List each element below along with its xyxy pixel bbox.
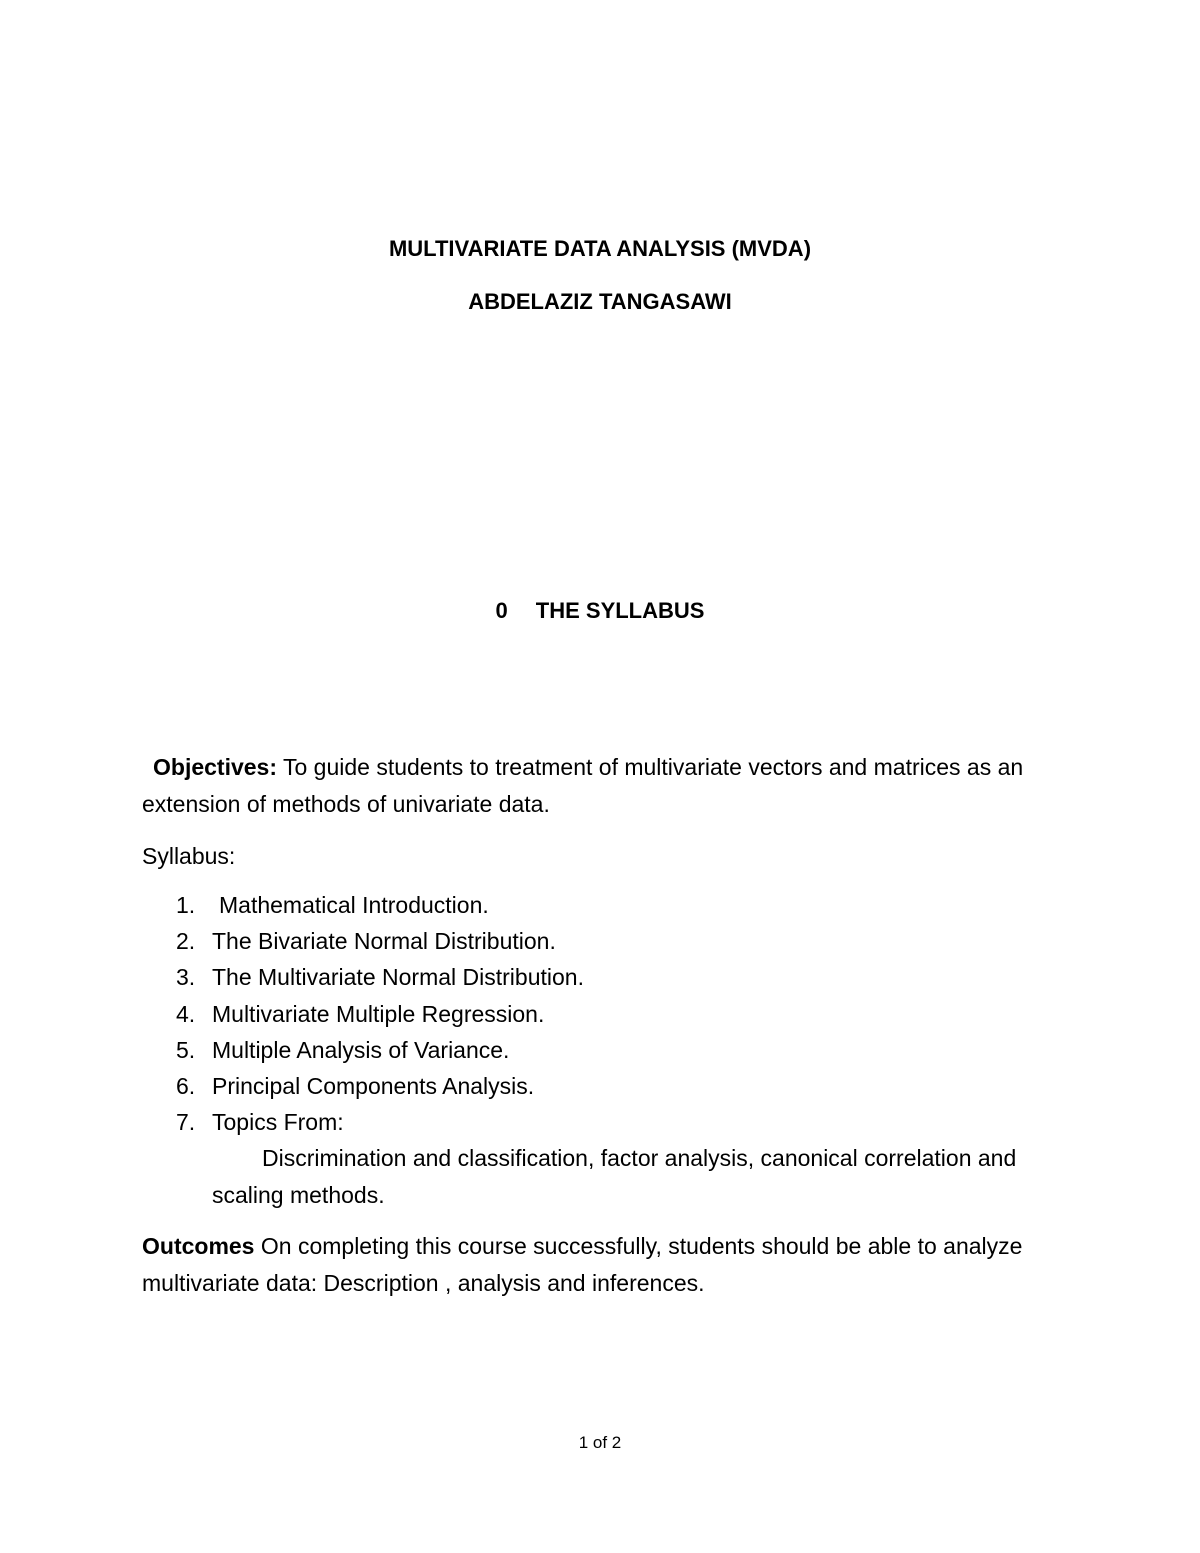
list-item-number: 2. bbox=[176, 928, 196, 955]
list-item-text: Multiple Analysis of Variance. bbox=[212, 1036, 510, 1063]
list-item bbox=[142, 996, 1072, 1032]
list-item bbox=[142, 1068, 1072, 1104]
section-heading bbox=[0, 597, 1200, 625]
outcomes-label: Outcomes bbox=[142, 1233, 255, 1259]
list-item-number: 3. bbox=[176, 964, 196, 991]
list-item-text: The Multivariate Normal Distribution. bbox=[212, 964, 584, 991]
author-name: ABDELAZIZ TANGASAWI bbox=[468, 289, 732, 314]
objectives-text: To guide students to treatment of multivariate vectors and matrices as an extension of methods of univariate data. bbox=[142, 754, 1024, 817]
objectives-label: Objectives: bbox=[153, 754, 277, 780]
outcomes-paragraph bbox=[142, 1228, 1072, 1302]
page-number: 1 of 2 bbox=[578, 1433, 622, 1452]
objectives-paragraph bbox=[142, 749, 1072, 823]
list-item bbox=[142, 1104, 1072, 1140]
list-item-text: The Bivariate Normal Distribution. bbox=[212, 928, 556, 955]
topics-detail bbox=[142, 1140, 1072, 1212]
list-item-number: 6. bbox=[176, 1073, 196, 1100]
list-item bbox=[142, 959, 1072, 995]
list-item bbox=[142, 923, 1072, 959]
list-item-text: Topics From: bbox=[212, 1109, 344, 1136]
syllabus-list bbox=[142, 887, 1072, 1213]
syllabus-label: Syllabus: bbox=[142, 843, 236, 869]
outcomes-text: On completing this course successfully, students should be able to analyze multivariate data: Description , analysis and inferences. bbox=[142, 1233, 1023, 1296]
list-item-number: 1. bbox=[176, 892, 196, 918]
list-item-number: 4. bbox=[176, 1000, 196, 1027]
list-item-text: Mathematical Introduction. bbox=[219, 892, 489, 918]
list-item-text: Multivariate Multiple Regression. bbox=[212, 1000, 545, 1027]
list-item-number: 7. bbox=[176, 1109, 196, 1136]
document-title: MULTIVARIATE DATA ANALYSIS (MVDA) bbox=[388, 236, 812, 261]
list-item bbox=[142, 1032, 1072, 1068]
list-item-number: 5. bbox=[176, 1036, 196, 1063]
section-number: 0 bbox=[495, 598, 508, 623]
list-item-text: Principal Components Analysis. bbox=[212, 1073, 535, 1100]
section-title: THE SYLLABUS bbox=[535, 598, 705, 623]
topics-detail-text: Discrimination and classification, factor analysis, canonical correlation and scaling methods. bbox=[212, 1145, 1017, 1208]
list-item bbox=[142, 887, 1072, 923]
